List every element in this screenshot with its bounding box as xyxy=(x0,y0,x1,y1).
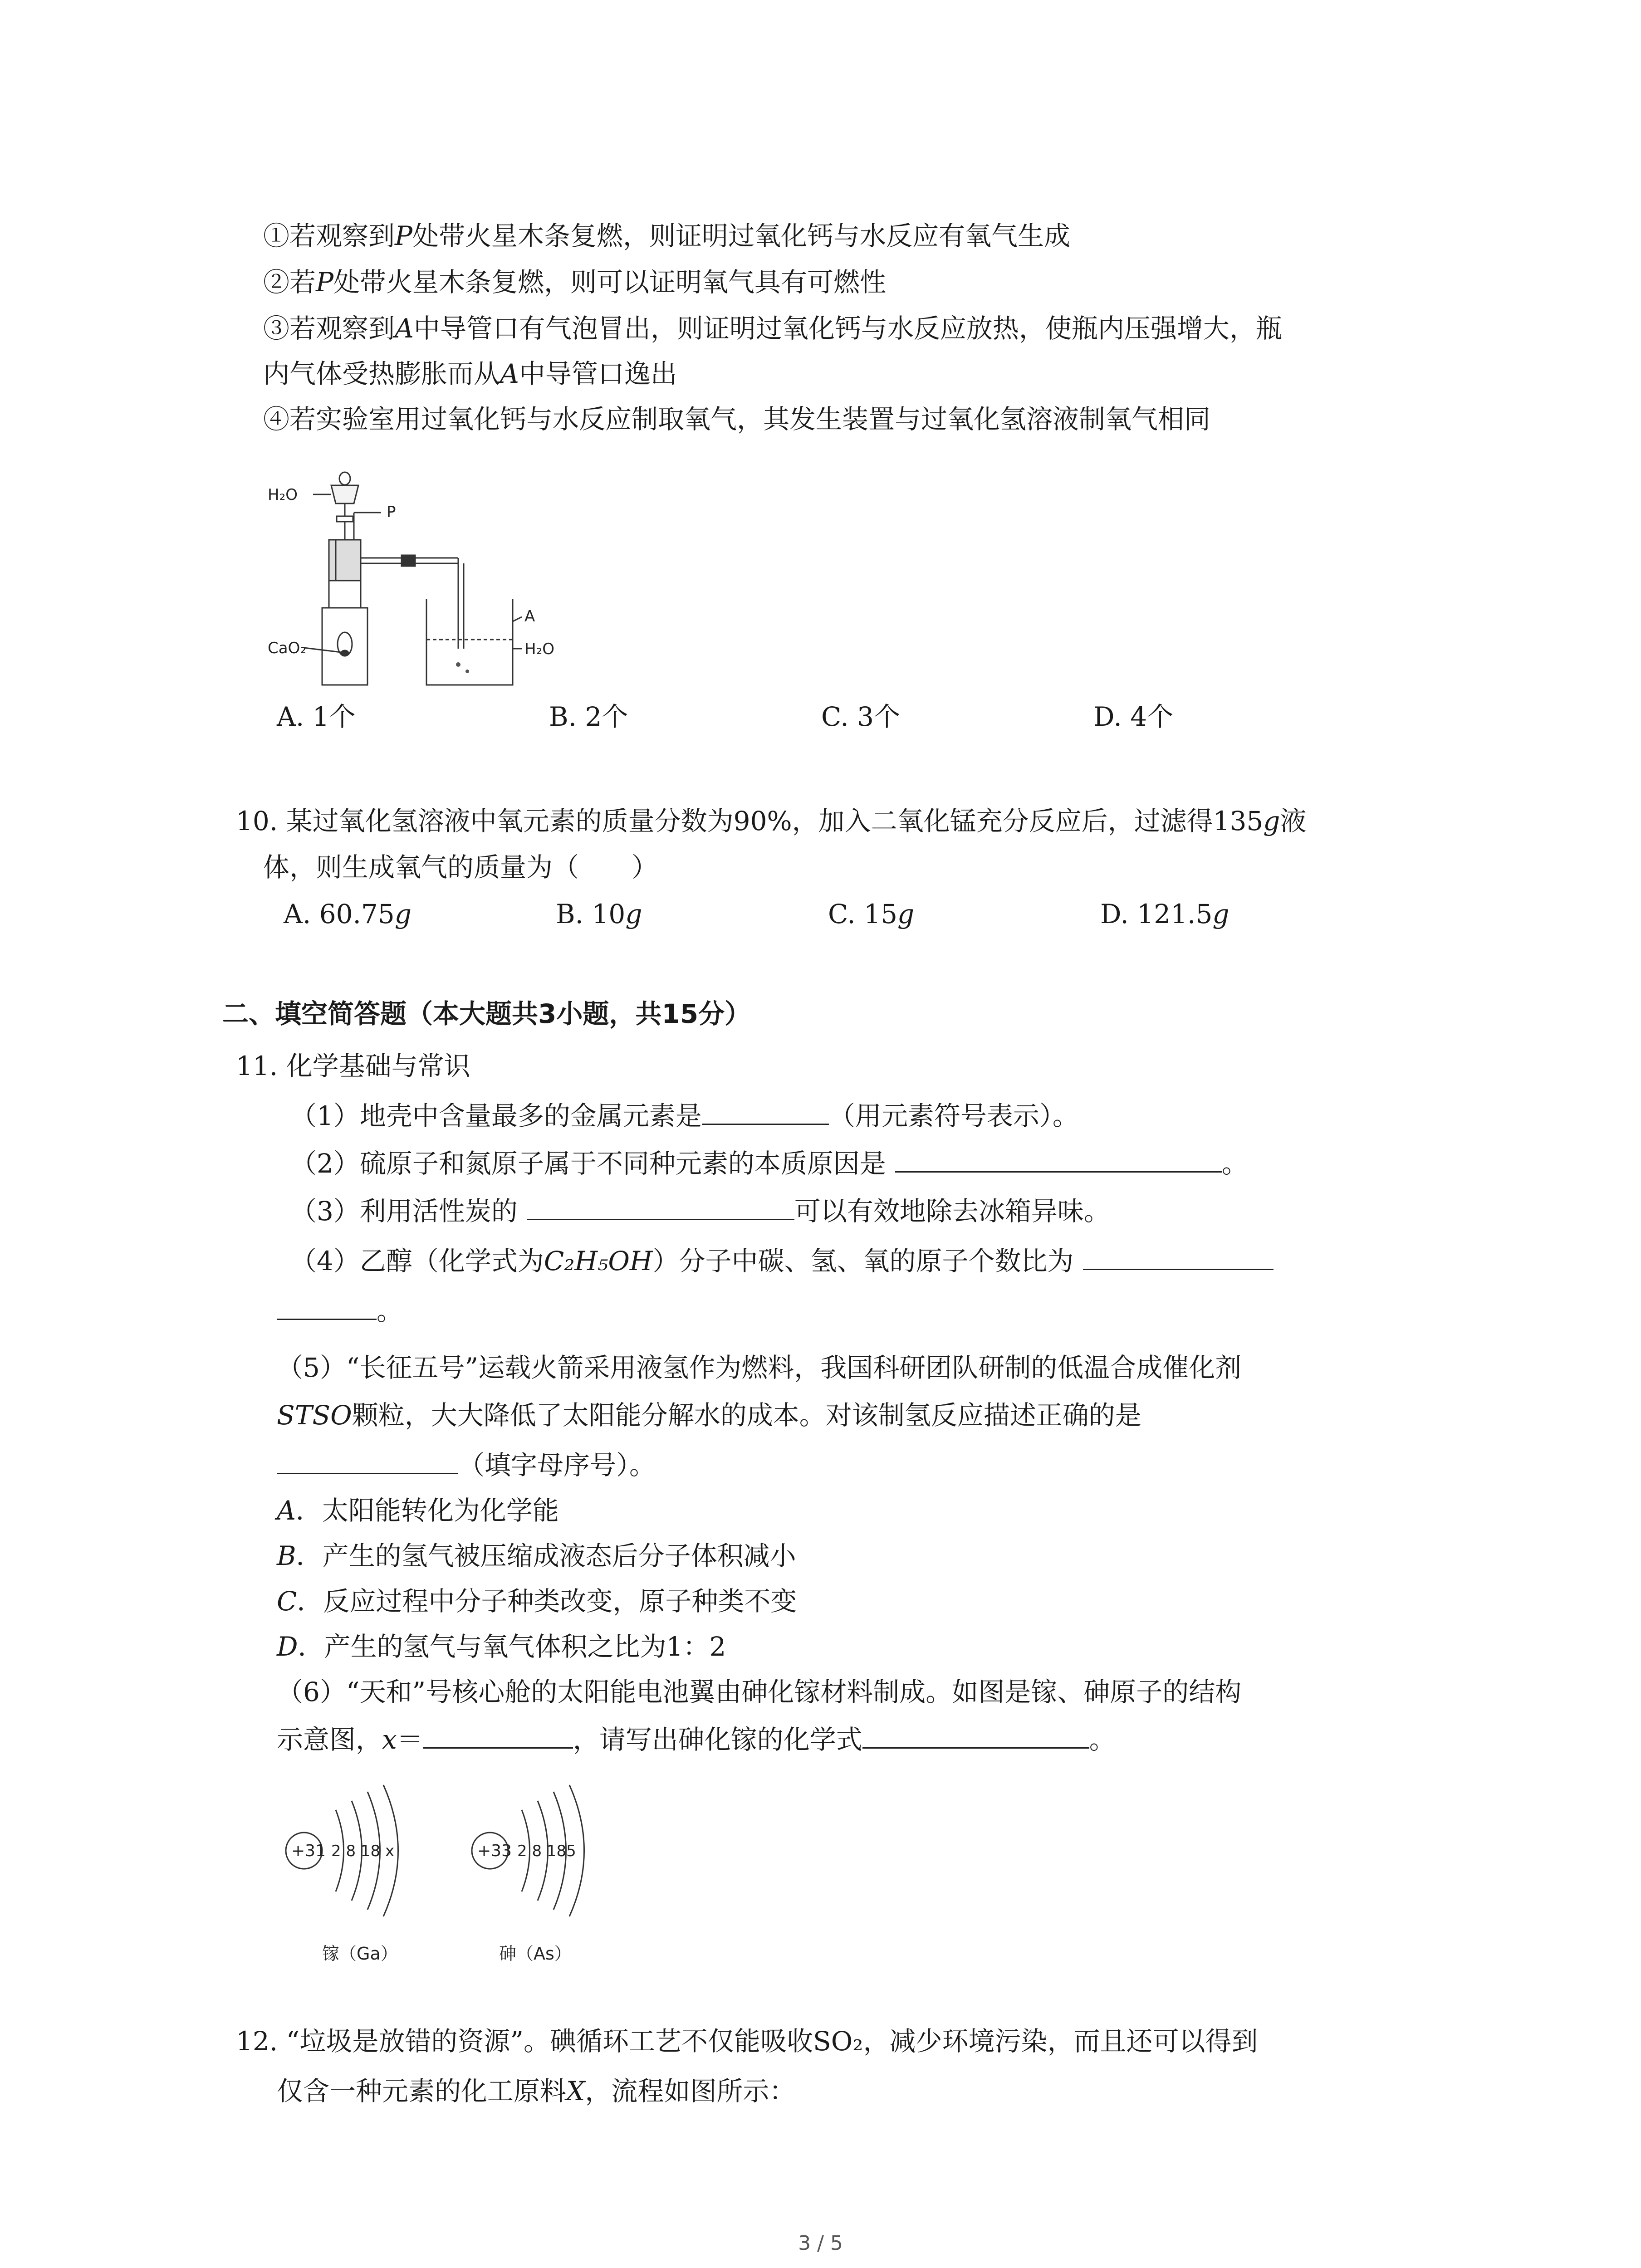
q11-part-6: （6）“天和”号核心舱的太阳能电池翼由砷化镓材料制成。如图是镓、砷原子的结构 xyxy=(277,1677,1242,1707)
q11-choice-d: D．产生的氢气与氧气体积之比为1：2 xyxy=(277,1631,726,1662)
q11-part-4: （4）乙醇（化学式为C₂H₅OH）分子中碳、氢、氧的原子个数比为 xyxy=(290,1243,1274,1279)
label-a: A xyxy=(524,607,535,626)
label-h2o-right: H₂O xyxy=(524,640,554,658)
label-p: P xyxy=(387,503,396,521)
q11-part-5-cont: STSO颗粒，大大降低了太阳能分解水的成本。对该制氢反应描述正确的是 xyxy=(277,1400,1141,1431)
apparatus-diagram xyxy=(268,458,554,703)
q9-option-a: A. 1个 xyxy=(277,701,356,732)
q9-option-c: C. 3个 xyxy=(821,701,901,732)
q11-part-1: （1）地壳中含量最多的金属元素是 （用元素符号表示）。 xyxy=(290,1098,1079,1134)
q9-statement-3: ③若观察到A中导管口有气泡冒出，则证明过氧化钙与水反应放热，使瓶内压强增大，瓶 xyxy=(263,313,1282,344)
q10-option-a: A. 60.75g xyxy=(284,899,411,929)
answer-blank-1[interactable] xyxy=(702,1098,829,1125)
label-cao2: CaO₂ xyxy=(268,639,306,657)
q9-option-b: B. 2个 xyxy=(549,701,628,732)
q10-stem-2: 体，则生成氧气的质量为（ ） xyxy=(263,852,658,883)
answer-blank-6b[interactable] xyxy=(862,1722,1089,1749)
q11-part-4-cont: 。 xyxy=(277,1293,403,1329)
answer-blank-6a[interactable] xyxy=(423,1722,573,1749)
q11-choice-b: B．产生的氢气被压缩成液态后分子体积减小 xyxy=(277,1540,796,1571)
as-nucleus: +33 xyxy=(477,1842,512,1860)
section-heading: 二、填空简答题（本大题共3小题，共15分） xyxy=(222,998,751,1029)
ga-shells: 2 8 18 x xyxy=(331,1842,395,1860)
q11-part-6-cont: 示意图，x＝ ，请写出砷化镓的化学式 。 xyxy=(277,1721,1116,1758)
answer-blank-2[interactable] xyxy=(895,1146,1222,1173)
q10-option-c: C. 15g xyxy=(828,899,915,929)
page-number: 3 / 5 xyxy=(798,2232,843,2255)
ga-nucleus: +31 xyxy=(291,1842,326,1860)
answer-blank-3[interactable] xyxy=(527,1193,794,1220)
q11-choice-c: C．反应过程中分子种类改变，原子种类不变 xyxy=(277,1586,797,1617)
q9-statement-1: ①若观察到P处带火星木条复燃，则证明过氧化钙与水反应有氧气生成 xyxy=(263,220,1071,251)
q11-title: 11. 化学基础与常识 xyxy=(236,1051,470,1081)
answer-blank-5[interactable] xyxy=(277,1447,458,1474)
answer-blank-4a[interactable] xyxy=(1083,1243,1274,1270)
label-h2o-left: H₂O xyxy=(268,486,298,504)
q10-option-d: D. 121.5g xyxy=(1100,899,1230,929)
q11-part-2: （2）硫原子和氮原子属于不同种元素的本质原因是 。 xyxy=(290,1145,1248,1182)
q11-part-5: （5）“长征五号”运载火箭采用液氢作为燃料，我国科研团队研制的低温合成催化剂 xyxy=(277,1352,1242,1383)
q9-option-d: D. 4个 xyxy=(1093,701,1174,732)
q9-statement-4: ④若实验室用过氧化钙与水反应制取氧气，其发生装置与过氧化氢溶液制氧气相同 xyxy=(263,404,1211,435)
q11-part-3: （3）利用活性炭的 可以有效地除去冰箱异味。 xyxy=(290,1193,1110,1229)
q10-stem-1: 10. 某过氧化氢溶液中氧元素的质量分数为90%，加入二氧化锰充分反应后，过滤得135g液 xyxy=(236,806,1307,836)
q12-stem-1: 12. “垃圾是放错的资源”。碘循环工艺不仅能吸收SO₂，减少环境污染，而且还可以得到 xyxy=(236,2026,1258,2057)
as-caption: 砷（As） xyxy=(499,1944,572,1964)
q9-statement-3-cont: 内气体受热膨胀而从A中导管口逸出 xyxy=(263,358,677,389)
ga-caption: 镓（Ga） xyxy=(322,1944,398,1964)
atomic-structure-diagram xyxy=(272,1778,617,1969)
q11-part-5-blank-line: （填字母序号）。 xyxy=(277,1447,656,1483)
answer-blank-4b[interactable] xyxy=(277,1293,377,1320)
q10-option-b: B. 10g xyxy=(556,899,642,929)
q9-statement-2: ②若P处带火星木条复燃，则可以证明氧气具有可燃性 xyxy=(263,267,887,298)
q11-choice-a: A．太阳能转化为化学能 xyxy=(277,1495,559,1526)
as-shells: 2 8 185 xyxy=(517,1842,576,1860)
q12-stem-2: 仅含一种元素的化工原料X，流程如图所示： xyxy=(277,2076,796,2107)
